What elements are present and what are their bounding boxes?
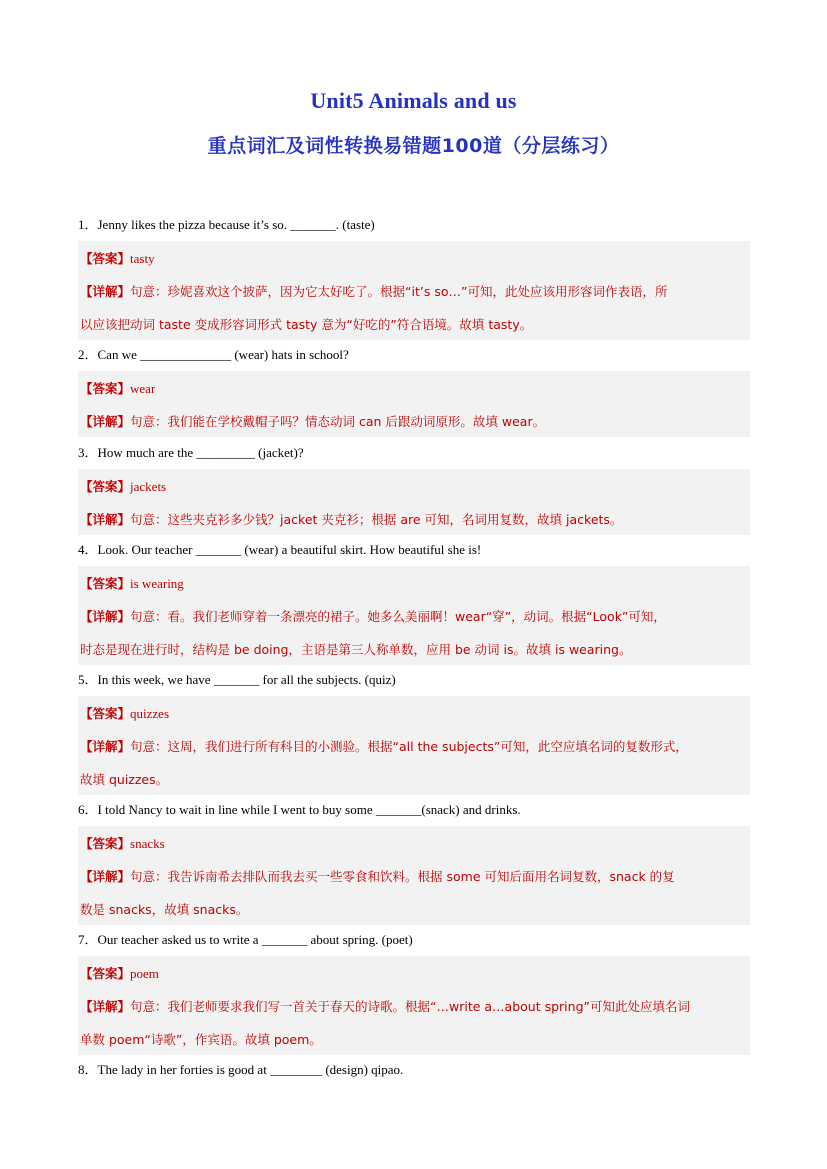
detail-text: 句意：珍妮喜欢这个披萨，因为它太好吃了。根据“it’s so…”可知，此处应该用形容词作表语，所: [130, 284, 668, 299]
answer-line: [78, 249, 155, 267]
page-title: Unit5 Animals and us: [310, 88, 517, 113]
detail-line: [78, 607, 666, 625]
detail-line: [78, 412, 545, 430]
question-text: 3．How much are the _________ (jacket)?: [78, 445, 304, 460]
detail-text: 句意：看。我们老师穿着一条漂亮的裙子。她多么美丽啊！wear“穿”，动词。根据“Look”可知，: [130, 609, 666, 624]
detail-text: 故填 quizzes。: [80, 772, 169, 787]
detail-text: 句意：我们能在学校戴帽子吗？情态动词 can 后跟动词原形。故填 wear。: [130, 414, 546, 429]
detail-line: [78, 900, 248, 918]
detail-text: 单数 poem“诗歌”，作宾语。故填 poem。: [80, 1032, 322, 1047]
answer-line: [78, 574, 184, 592]
answer-block-4: [78, 566, 750, 665]
answer-value: tasty: [130, 251, 155, 266]
answer-block-1: [78, 241, 750, 340]
detail-text: 数是 snacks，故填 snacks。: [80, 902, 249, 917]
answer-value: jackets: [130, 479, 167, 494]
question-block-2: [78, 346, 750, 364]
question-block-5: [78, 671, 750, 689]
answer-label: 【答案】: [80, 381, 131, 396]
detail-text: 以应该把动词 taste 变成形容词形式 tasty 意为“好吃的”符合语境。故填 tasty。: [80, 317, 533, 332]
detail-label: 【详解】: [80, 739, 131, 754]
detail-label: 【详解】: [80, 284, 131, 299]
answer-value: poem: [130, 966, 159, 981]
detail-label: 【详解】: [80, 999, 131, 1014]
detail-line: [78, 282, 667, 300]
detail-line: [78, 770, 168, 788]
question-block-4: [78, 541, 750, 559]
question-block-3: [78, 444, 750, 462]
answer-value: wear: [130, 381, 156, 396]
detail-line: [78, 510, 622, 528]
detail-line: [78, 867, 675, 885]
question-text: 8．The lady in her forties is good at ________ (design) qipao.: [78, 1062, 404, 1077]
detail-text: 句意：我告诉南希去排队而我去买一些零食和饮料。根据 some 可知后面用名词复数，snack 的复: [130, 869, 675, 884]
answer-block-7: [78, 956, 750, 1055]
question-block-6: [78, 801, 750, 819]
answer-label: 【答案】: [80, 251, 131, 266]
detail-line: [78, 1030, 322, 1048]
detail-line: [78, 640, 632, 658]
question-text: 7．Our teacher asked us to write a _______ about spring. (poet): [78, 932, 413, 947]
detail-text: 时态是现在进行时，结构是 be doing，主语是第三人称单数，应用 be 动词 is。故填 is wearing。: [80, 642, 632, 657]
detail-text: 句意：这些夹克衫多少钱？jacket 夹克衫；根据 are 可知，名词用复数，故填 jackets。: [130, 512, 623, 527]
answer-label: 【答案】: [80, 706, 131, 721]
answer-block-6: [78, 826, 750, 925]
answer-line: [78, 477, 166, 495]
detail-text: 句意：这周，我们进行所有科目的小测验。根据“all the subjects”可知，此空应填名词的复数形式，: [130, 739, 688, 754]
answer-value: snacks: [130, 836, 165, 851]
answer-line: [78, 834, 165, 852]
detail-label: 【详解】: [80, 869, 131, 884]
detail-text: 句意：我们老师要求我们写一首关于春天的诗歌。根据“…write a…about spring”可知此处应填名词: [130, 999, 690, 1014]
question-text: 5．In this week, we have _______ for all the subjects. (quiz): [78, 672, 396, 687]
detail-line: [78, 997, 690, 1015]
answer-block-3: [78, 469, 750, 535]
detail-label: 【详解】: [80, 414, 131, 429]
detail-line: [78, 737, 688, 755]
page-subtitle: 重点词汇及词性转换易错题100道（分层练习）: [207, 135, 620, 157]
answer-value: quizzes: [130, 706, 169, 721]
answer-line: [78, 379, 155, 397]
question-text: 6．I told Nancy to wait in line while I went to buy some _______(snack) and drinks.: [78, 802, 521, 817]
question-text: 4．Look. Our teacher _______ (wear) a beautiful skirt. How beautiful she is!: [78, 542, 482, 557]
answer-label: 【答案】: [80, 479, 131, 494]
question-text: 2．Can we ______________ (wear) hats in school?: [78, 347, 349, 362]
question-block-1: [78, 216, 750, 234]
answer-block-5: [78, 696, 750, 795]
answer-line: [78, 964, 159, 982]
answer-value: is wearing: [130, 576, 184, 591]
answer-label: 【答案】: [80, 966, 131, 981]
answer-label: 【答案】: [80, 576, 131, 591]
detail-label: 【详解】: [80, 609, 131, 624]
question-text: 1．Jenny likes the pizza because it’s so. _______. (taste): [78, 217, 375, 232]
question-block-8: [78, 1061, 750, 1079]
detail-label: 【详解】: [80, 512, 131, 527]
question-block-7: [78, 931, 750, 949]
answer-line: [78, 704, 169, 722]
answer-label: 【答案】: [80, 836, 131, 851]
detail-line: [78, 315, 532, 333]
answer-block-2: [78, 371, 750, 437]
